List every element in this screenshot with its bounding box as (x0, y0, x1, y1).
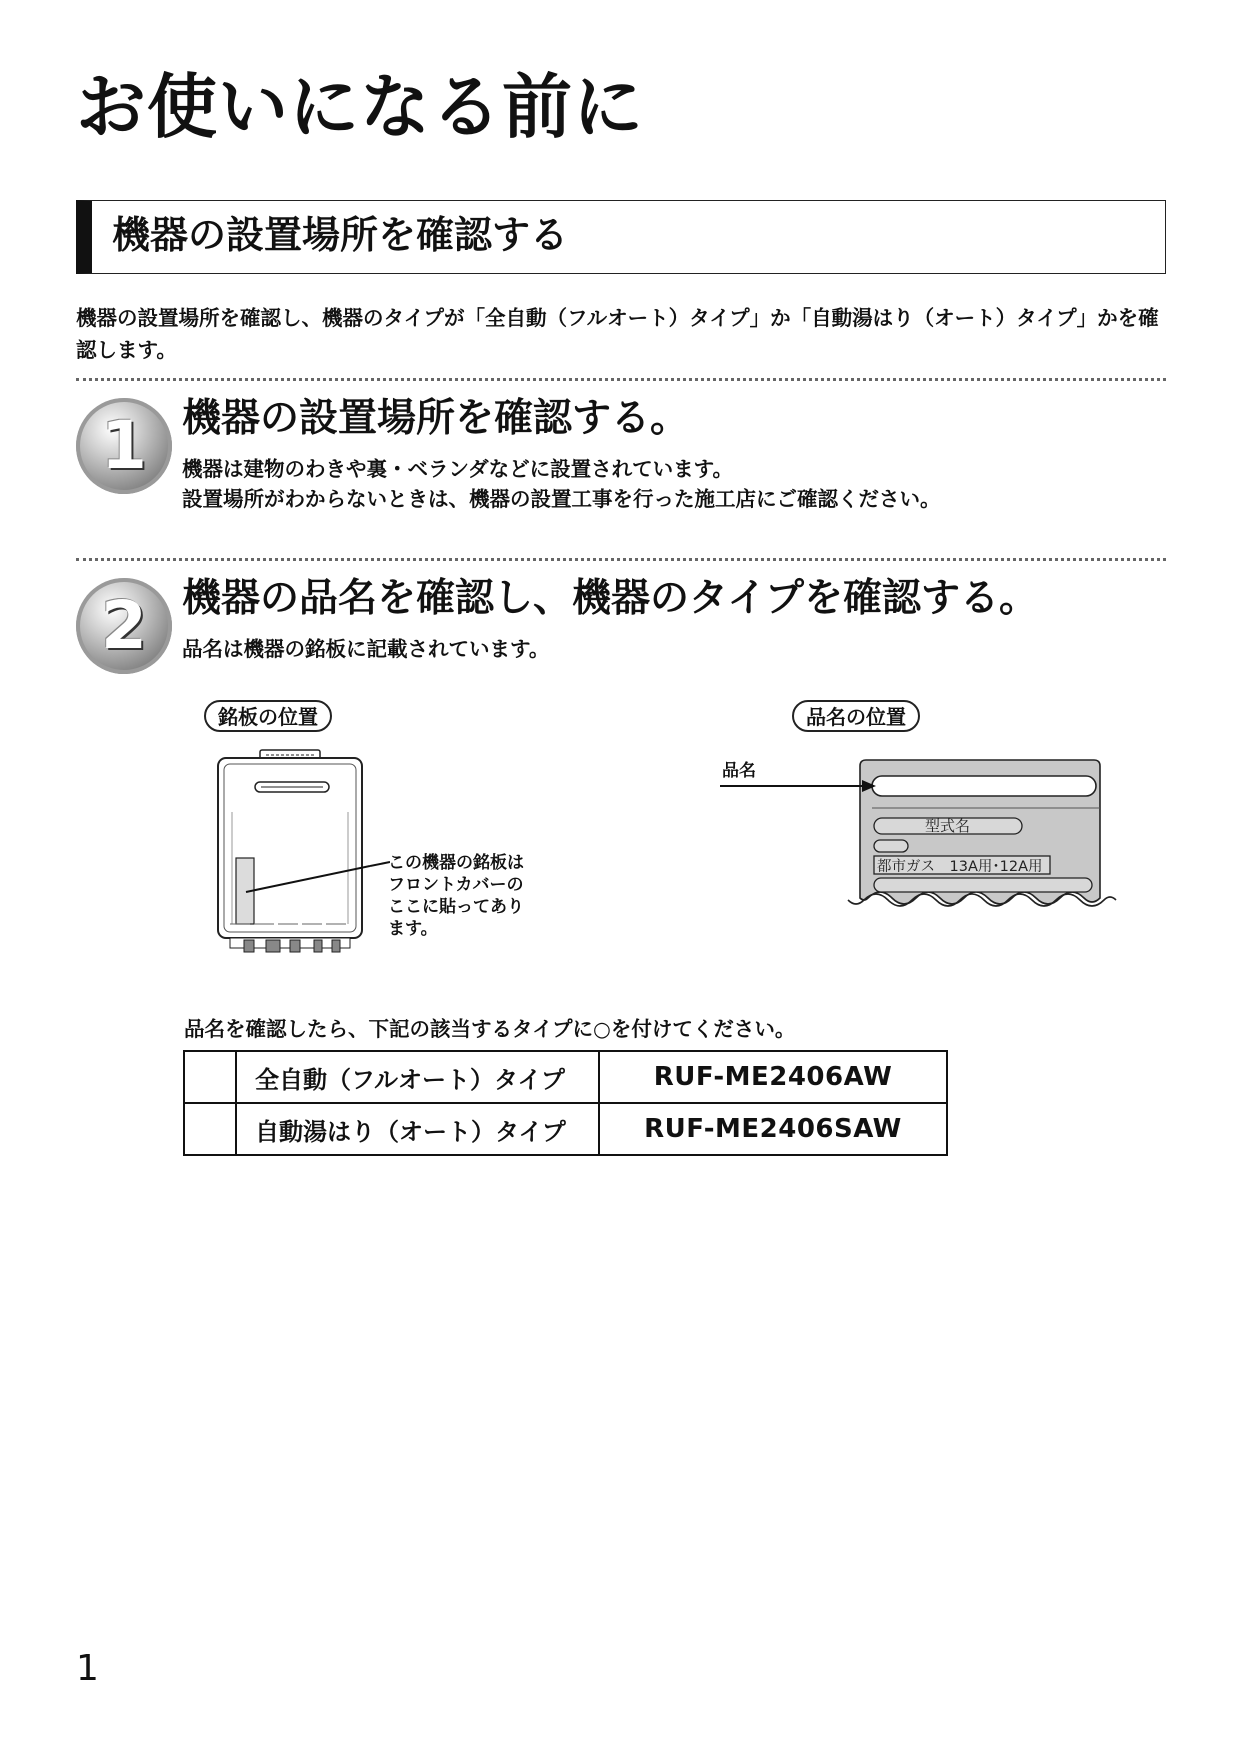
callout-line-4: ます。 (388, 919, 438, 939)
callout-line-2: フロントカバーの (388, 875, 524, 895)
section-heading: 機器の設置場所を確認する (112, 213, 569, 257)
page-title: お使いになる前に (76, 66, 644, 148)
model-cell: RUF-ME2406AW (599, 1051, 947, 1103)
nameplate-illustration (720, 758, 1120, 918)
model-cell: RUF-ME2406SAW (599, 1103, 947, 1155)
callout-line-3: ここに貼ってあり (388, 897, 524, 917)
table-row (184, 1103, 947, 1155)
step-1-number: 1 (101, 407, 147, 484)
nameplate-callout (388, 852, 524, 940)
dotted-divider (76, 558, 1166, 561)
callout-line-1: この機器の銘板は (388, 853, 524, 873)
step-1-line-2: 設置場所がわからないときは、機器の設置工事を行った施工店にご確認ください。 (182, 487, 941, 511)
type-table (183, 1050, 948, 1156)
type-name-cell: 全自動（フルオート）タイプ (236, 1051, 599, 1103)
page-number: 1 (76, 1648, 99, 1689)
step-2-line-1: 品名は機器の銘板に記載されています。 (182, 637, 550, 661)
instruction-text: 品名を確認したら、下記の該当するタイプに○を付けてください。 (184, 1017, 796, 1041)
table-row (184, 1051, 947, 1103)
plate-gas-type: 都市ガス 13A用･12A用 (877, 859, 1043, 875)
intro-paragraph: 機器の設置場所を確認し、機器のタイプが「全自動（フルオート）タイプ」か「自動湯はり（オート）タイプ」かを確認します。 (76, 306, 1159, 362)
step-1-title: 機器の設置場所を確認する。 (182, 396, 690, 441)
water-heater-illustration (210, 748, 370, 958)
step-2-badge (76, 578, 172, 674)
type-name-cell: 自動湯はり（オート）タイプ (236, 1103, 599, 1155)
step-1-badge (76, 398, 172, 494)
nameplate-position-label: 銘板の位置 (204, 700, 332, 732)
step-1-line-1: 機器は建物のわきや裏・ベランダなどに設置されています。 (182, 457, 734, 481)
plate-model-name: 型式名 (925, 817, 971, 835)
dotted-divider (76, 378, 1166, 381)
callout-leader-line (370, 850, 390, 880)
product-name-pointer-label: 品名 (722, 761, 756, 781)
check-cell-auto[interactable] (184, 1103, 236, 1155)
product-name-position-label: 品名の位置 (792, 700, 920, 732)
step-2-number: 2 (101, 587, 147, 664)
check-cell-full-auto[interactable] (184, 1051, 236, 1103)
step-2-title: 機器の品名を確認し、機器のタイプを確認する。 (182, 576, 1039, 621)
